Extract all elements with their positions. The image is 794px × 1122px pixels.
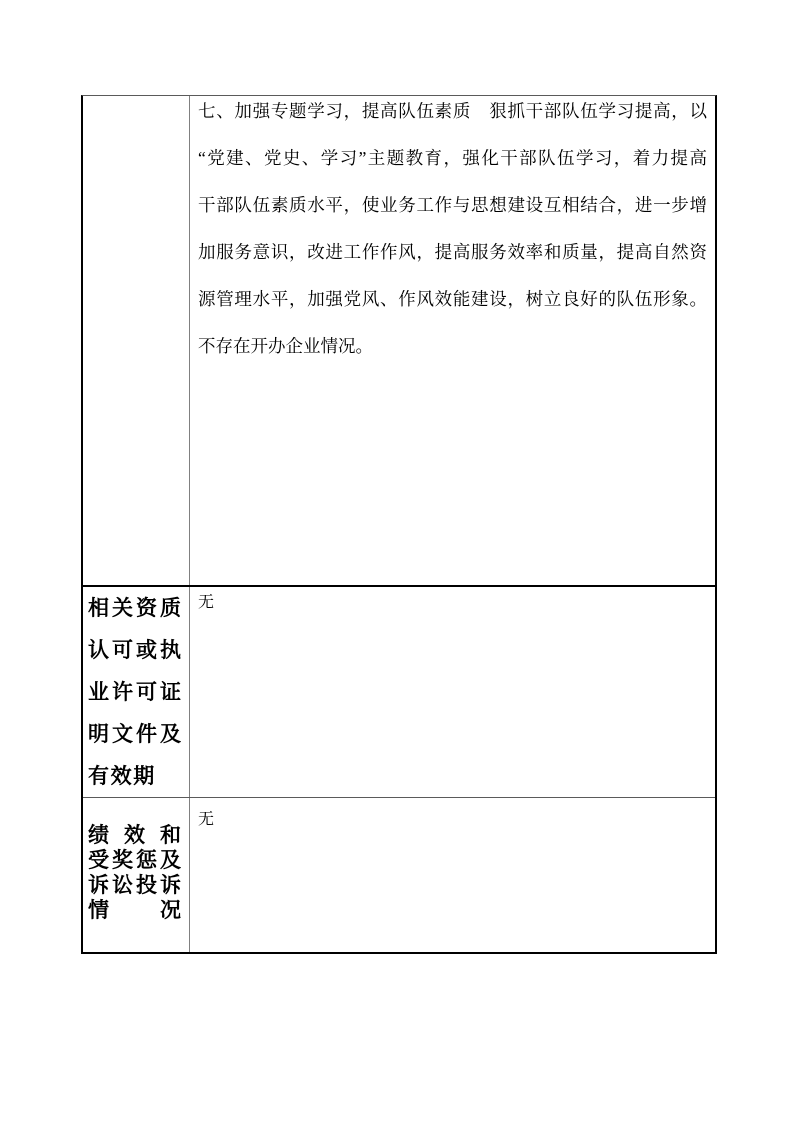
row2-label-line-1: 相关资质 <box>88 596 181 620</box>
row3-label-line-1: 绩效和 <box>88 823 181 847</box>
table-row-performance <box>83 797 715 952</box>
row3-label-line-2: 受奖惩及 <box>88 848 181 872</box>
row2-label-line-4: 明文件及 <box>88 722 181 746</box>
row2-content-cell <box>190 587 715 797</box>
row2-label-cell <box>83 587 190 797</box>
row3-label-line-3: 诉讼投诉 <box>88 873 181 897</box>
row2-label-line-2: 认可或执 <box>88 638 181 662</box>
content-line-1: 七、加强专题学习，提高队伍素质 狠抓干部队伍学习提高，以 <box>198 101 707 121</box>
row3-label-line-4: 情况 <box>88 898 181 922</box>
row1-label-cell-empty <box>83 96 190 585</box>
content-line-6: 不存在开办企业情况。 <box>198 336 373 356</box>
content-line-3: 干部队伍素质水平，使业务工作与思想建设互相结合，进一步增 <box>198 195 707 215</box>
row3-content-cell <box>190 798 715 952</box>
row3-none-value: 无 <box>198 811 215 828</box>
content-line-5: 源管理水平，加强党风、作风效能建设，树立良好的队伍形象。 <box>198 289 707 309</box>
row1-content-cell <box>190 96 715 585</box>
paragraph-lines <box>198 96 707 370</box>
content-line-2: “党建、党史、学习”主题教育，强化干部队伍学习，着力提高 <box>198 148 707 168</box>
table-row-work-summary <box>83 96 715 585</box>
content-line-4: 加服务意识，改进工作作风，提高服务效率和质量，提高自然资 <box>198 242 707 262</box>
row2-label-line-5: 有效期 <box>88 764 156 788</box>
row3-label-cell <box>83 798 190 952</box>
row2-none-value: 无 <box>198 594 215 611</box>
report-info-table <box>81 95 717 954</box>
row2-label-line-3: 业许可证 <box>88 680 181 704</box>
table-row-qualifications <box>83 585 715 797</box>
